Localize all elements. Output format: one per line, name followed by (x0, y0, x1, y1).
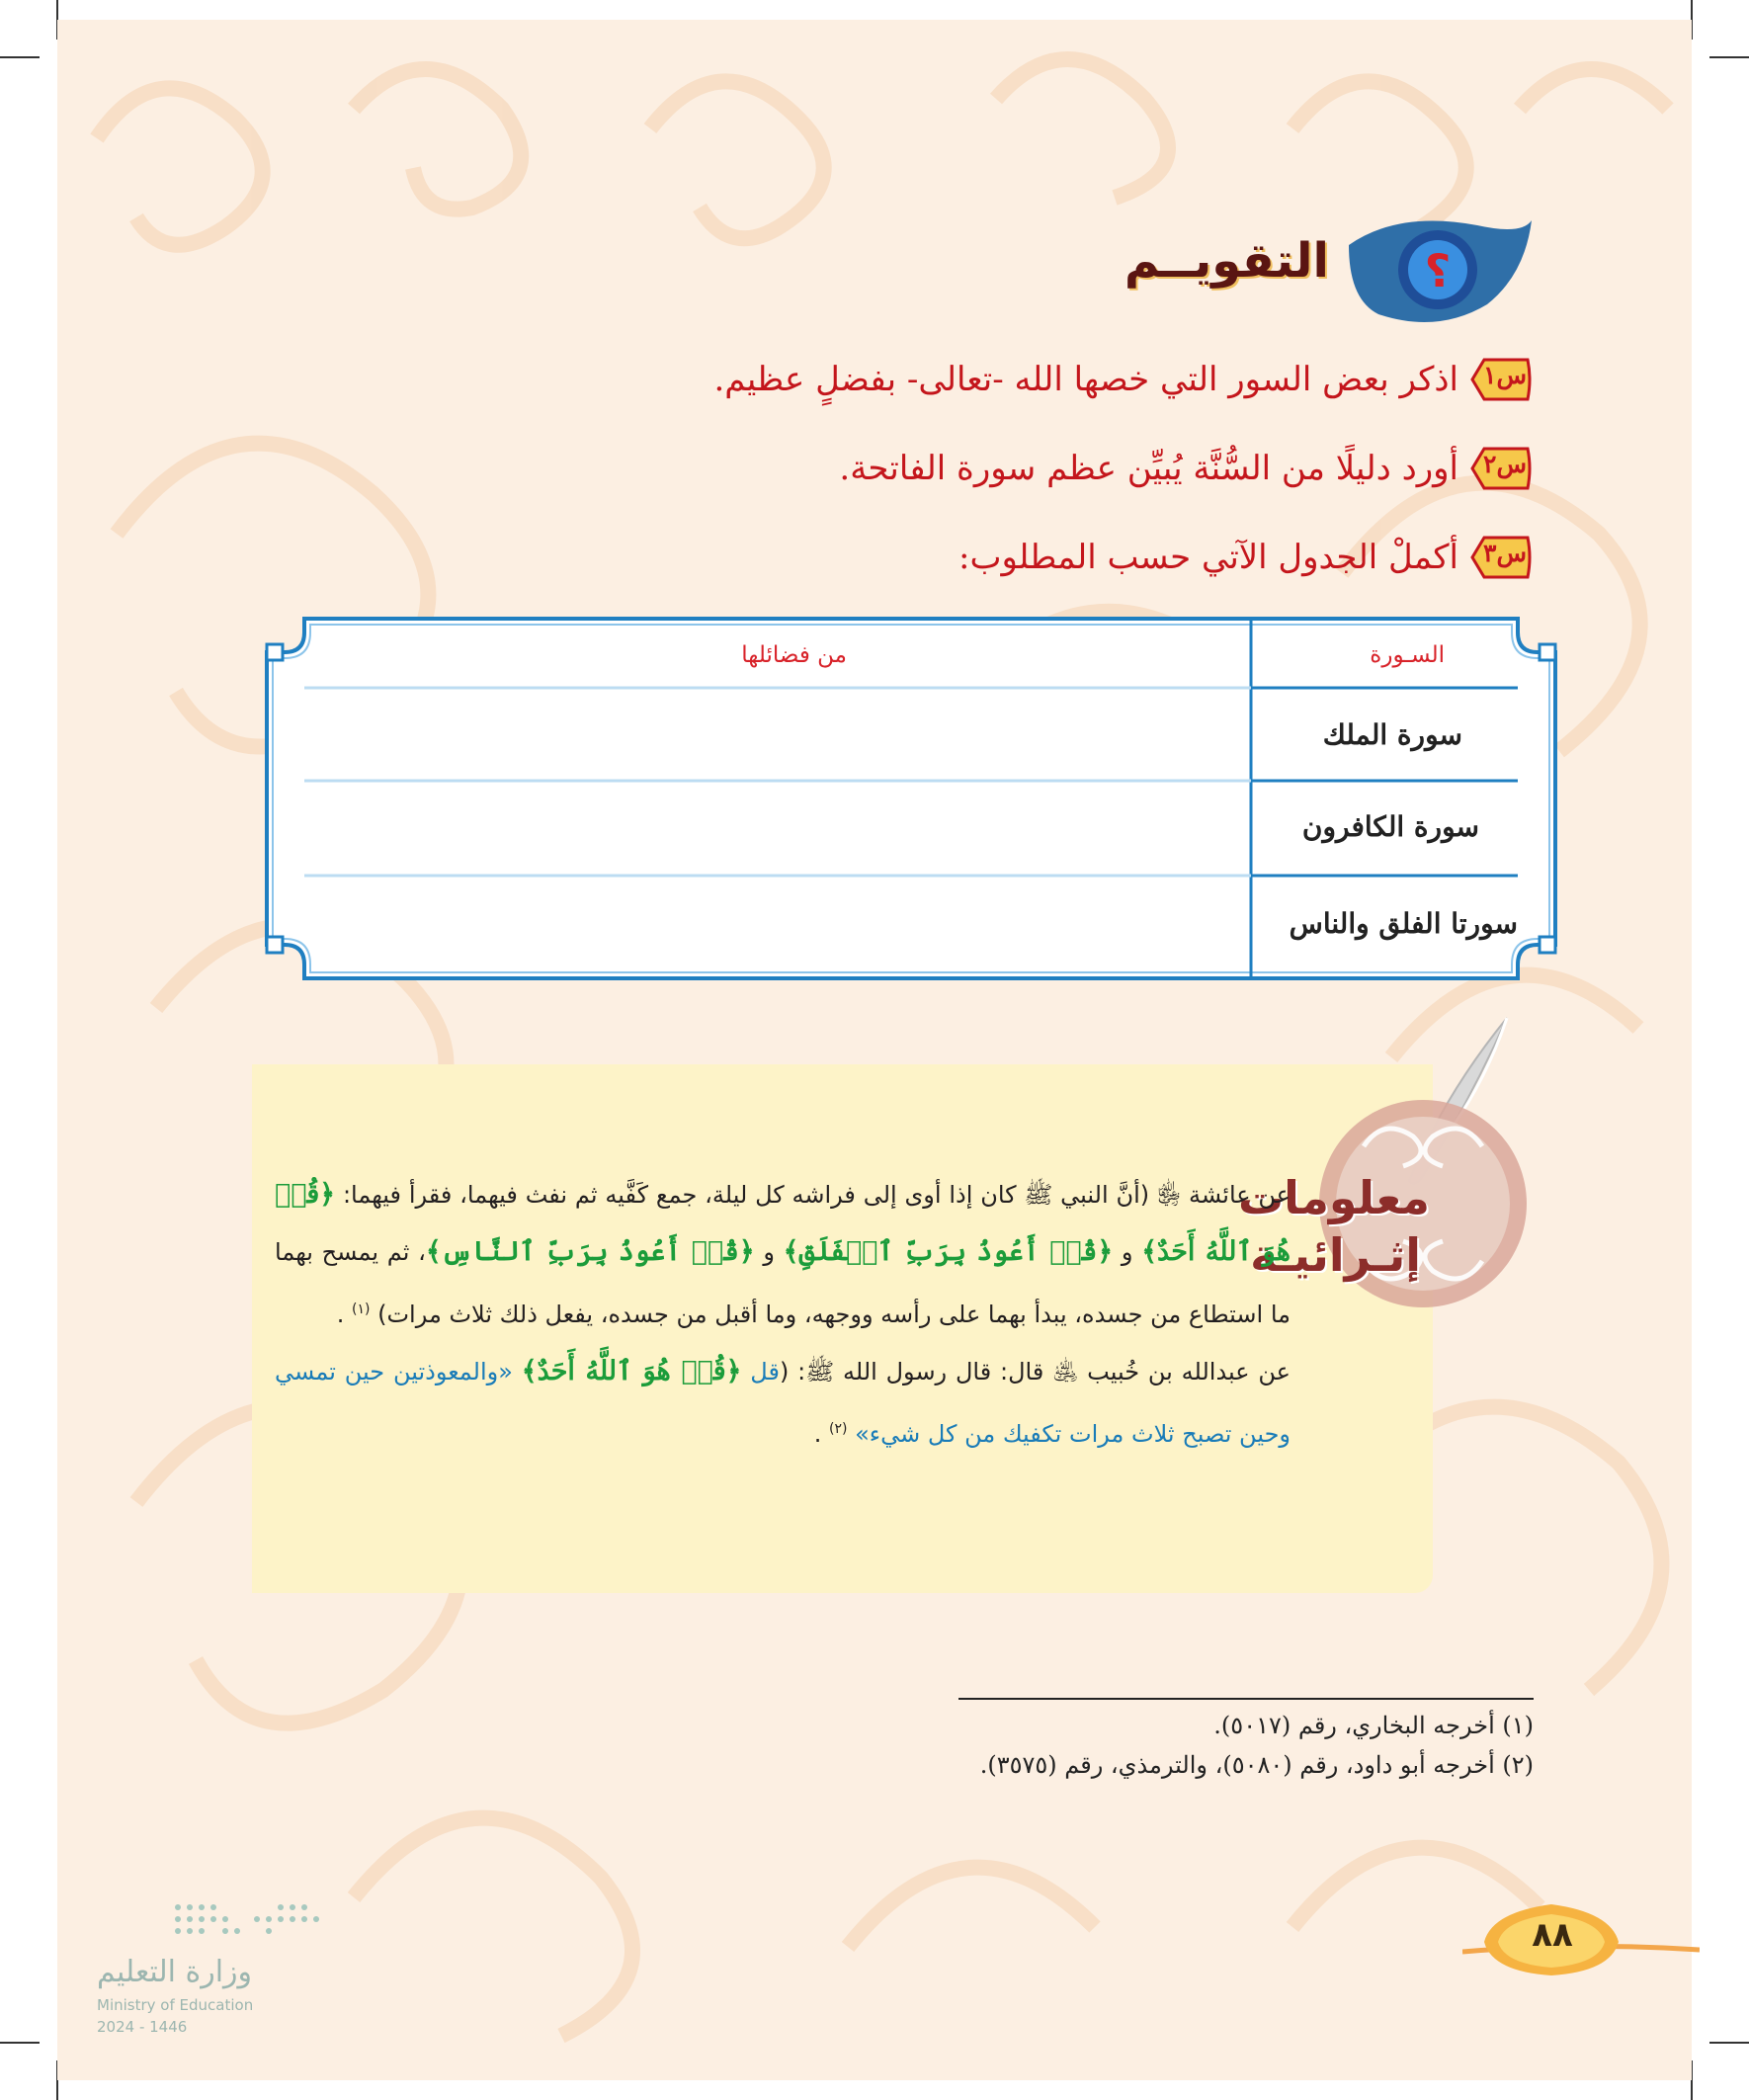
ministry-name-ar: وزارة التعليم (97, 1955, 253, 1989)
crop-mark (1709, 2042, 1749, 2044)
crop-mark (0, 56, 40, 58)
question-number: س٢ (1483, 450, 1527, 478)
hadith-1: عن عائشة ﵂ (أنَّ النبي ﷺ كان إذا أوى إلى فراشه كل ليلة، جمع كَفَّيه ثم نفث فيهما، فقرأ فيهما: ﴿قُلۡ هُوَ ٱللَّهُ أَحَدٌ﴾ و ﴿قُلۡ أَعُوذُ بِرَبِّ ٱلۡفَلَقِ﴾ و ﴿قُلۡ أَعُوذُ بِرَبِّ ٱلنَّاسِ﴾، ثم يمسح بهما ما استطاع من جسده، يبدأ بهما على رأسه ووجهه، وما أقبل من جسده، يفعل ذلك ثلاث مرات) $^{(١)}$ . (275, 1179, 1291, 1328)
footnote-ref: (٢) (829, 1421, 848, 1437)
table-row-surah: سورتا الفلق والناس (1289, 907, 1518, 940)
question-1 (713, 356, 1534, 403)
enrichment-title-line1: معلومات (1237, 1171, 1430, 1224)
question-text: اذكر بعض السور التي خصها الله -تعالى- بفضلٍ عظيم. (713, 360, 1458, 399)
ministry-year: 2024 - 1446 (97, 2018, 188, 2036)
question-text: أورد دليلًا من السُّنَّة يُبيِّن عظم سورة الفاتحة. (839, 449, 1458, 488)
table-row-surah: سورة الملك (1322, 718, 1462, 751)
crop-mark (0, 2042, 40, 2044)
section-title: التقويــم (1124, 233, 1329, 289)
question-number: س٣ (1483, 539, 1527, 567)
quran-verse: ﴿قُلۡ أَعُوذُ بِرَبِّ ٱلنَّاسِ﴾ (425, 1236, 755, 1267)
table-header-virtues: من فضائلها (741, 642, 847, 668)
ministry-name-en: Ministry of Education (97, 1996, 254, 2014)
crop-mark (1709, 56, 1749, 58)
question-badge (1468, 445, 1534, 492)
virtues-table (259, 615, 1563, 982)
table-row-surah: سورة الكافرون (1301, 810, 1479, 843)
footnote-divider (958, 1698, 1534, 1700)
quran-verse: ﴿قُلۡ أَعُوذُ بِرَبِّ ٱلۡفَلَقِ﴾ (783, 1236, 1114, 1267)
question-text: أكملْ الجدول الآتي حسب المطلوب: (958, 538, 1458, 577)
question-mark-icon (1339, 215, 1537, 324)
quran-verse: ﴿قُلۡ هُوَ ٱللَّهُ أَحَدٌ﴾ (521, 1356, 742, 1386)
table-header-surah: السـورة (1370, 642, 1445, 668)
footnote-2: (٢) أخرجه أبو داود، رقم (٥٠٨٠)، والترمذي، رقم (٣٥٧٥). (979, 1751, 1534, 1779)
question-3 (958, 534, 1534, 581)
question-2 (839, 445, 1534, 492)
svg-text:؟: ؟ (1424, 244, 1452, 297)
question-badge (1468, 356, 1534, 403)
footnote-ref: (١) (351, 1302, 371, 1317)
enrichment-text (275, 1166, 1291, 1463)
section-header (1124, 215, 1537, 324)
ministry-logo-icon (168, 1897, 326, 1957)
question-number: س١ (1483, 361, 1527, 389)
footnote-1: (١) أخرجه البخاري، رقم (٥٠١٧). (1213, 1712, 1534, 1739)
question-badge (1468, 534, 1534, 581)
page-number: ٨٨ (1532, 1915, 1573, 1955)
enrichment-title-line2: إثـرائيـة (1250, 1228, 1421, 1282)
hadith-2: عن عبدالله بن خُبيب ﵁ قال: قال رسول الله ﷺ: (قل ﴿قُلۡ هُوَ ٱللَّهُ أَحَدٌ﴾ «والمعوذتين حين تمسي وحين تصبح ثلاث مرات تكفيك من كل شيء» $^{(٢)}$ . (275, 1356, 1291, 1448)
quran-verse: ﴿قُلۡ هُوَ ٱللَّهُ أَحَدٌ﴾ (275, 1179, 1291, 1267)
